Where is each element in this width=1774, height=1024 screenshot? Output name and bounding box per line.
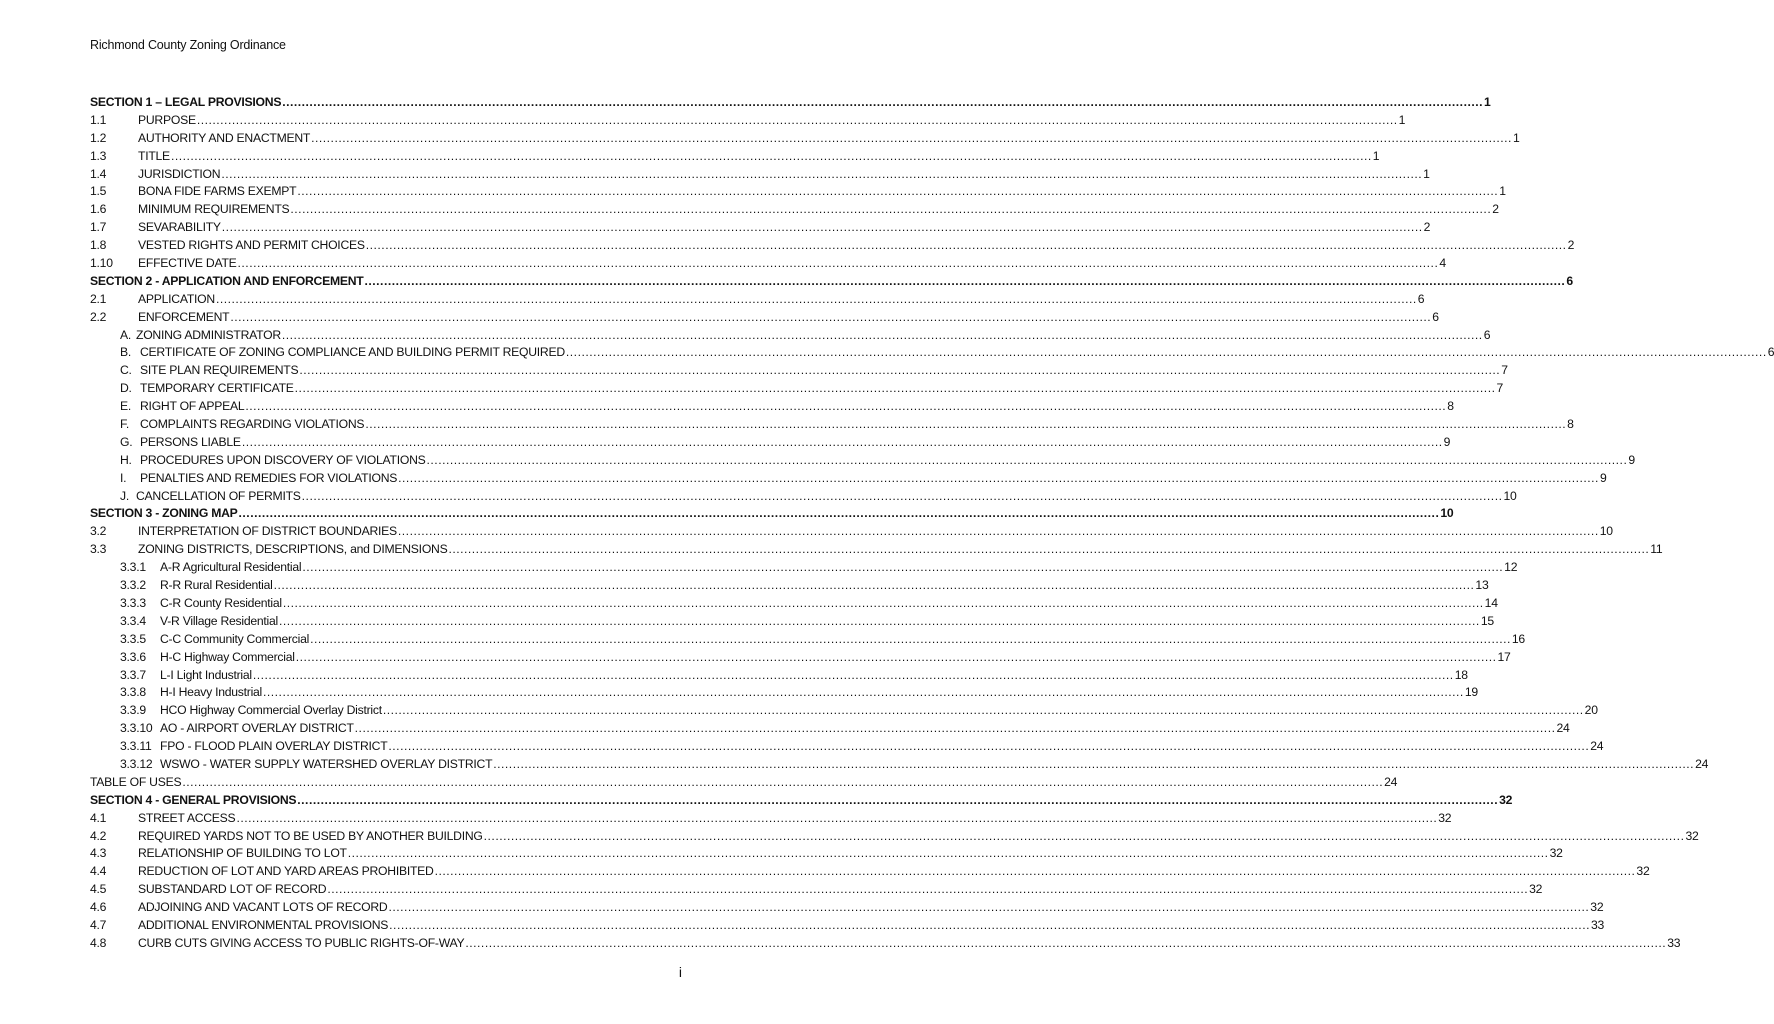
- toc-entry-number: 1.8: [90, 238, 107, 253]
- toc-entry-title: HCO Highway Commercial Overlay District: [160, 703, 382, 718]
- toc-entry: [90, 523, 1613, 541]
- toc-entry-number: 3.3.10: [120, 721, 153, 736]
- dot-leader: [230, 309, 1431, 327]
- toc-entry-number: G.: [120, 434, 133, 449]
- toc-entry-number: 4.1: [90, 810, 107, 825]
- dot-leader: [263, 684, 1464, 702]
- toc-entry-page: 2: [1567, 238, 1575, 253]
- dot-leader: [427, 452, 1628, 470]
- toc-entry-title: ADDITIONAL ENVIRONMENTAL PROVISIONS: [138, 917, 389, 932]
- toc-entry-page: 1: [1484, 95, 1491, 109]
- dot-leader: [435, 863, 1636, 881]
- toc-entry-number: 3.3.4: [120, 613, 146, 628]
- toc-entry-title: INTERPRETATION OF DISTRICT BOUNDARIES: [138, 524, 397, 539]
- dot-leader: [182, 774, 1383, 792]
- toc-entry-title: ZONING DISTRICTS, DESCRIPTIONS, and DIMENSIONS: [138, 542, 448, 557]
- dot-leader: [238, 255, 1439, 273]
- dot-leader: [448, 541, 1649, 559]
- toc-entry-title: ADJOINING AND VACANT LOTS OF RECORD: [138, 900, 388, 915]
- toc-entry-title: CERTIFICATE OF ZONING COMPLIANCE AND BUILDING PERMIT REQUIRED: [140, 345, 565, 360]
- toc-entry: [90, 309, 1439, 327]
- toc-entry-number: 3.3.12: [120, 756, 153, 771]
- toc-entry-page: 6: [1767, 345, 1774, 360]
- toc-entry-number: 2.1: [90, 291, 107, 306]
- toc-entry-title: EFFECTIVE DATE: [138, 256, 237, 271]
- toc-entry-title: AUTHORITY AND ENACTMENT: [138, 130, 311, 145]
- toc-entry-title: C-C Community Commercial: [160, 631, 310, 646]
- toc-entry-title: VESTED RIGHTS AND PERMIT CHOICES: [138, 238, 365, 253]
- toc-entry-title: JURISDICTION: [138, 166, 221, 181]
- toc-entry-page: 2: [1492, 202, 1499, 217]
- toc-entry: [90, 273, 1573, 291]
- toc-entry-title: TEMPORARY CERTIFICATE: [140, 381, 294, 396]
- toc-entry-page: 2: [1423, 220, 1431, 235]
- toc-entry-page: 32: [1438, 810, 1452, 825]
- toc-entry-page: 6: [1432, 309, 1439, 324]
- toc-entry: [90, 362, 1508, 380]
- dot-leader: [327, 881, 1528, 899]
- toc-entry-title: C-R County Residential: [160, 595, 282, 610]
- toc-entry: [90, 702, 1598, 720]
- dot-leader: [295, 380, 1496, 398]
- toc-entry-title: SECTION 4 - GENERAL PROVISIONS: [90, 792, 297, 807]
- toc-entry-page: 6: [1417, 291, 1425, 306]
- toc-entry-title: WSWO - WATER SUPPLY WATERSHED OVERLAY DISTRICT: [160, 756, 493, 771]
- toc-entry-title: COMPLAINTS REGARDING VIOLATIONS: [140, 417, 365, 432]
- toc-entry: [90, 828, 1699, 846]
- toc-entry-number: 4.8: [90, 935, 107, 950]
- toc-entry-page: 32: [1499, 792, 1513, 807]
- toc-entry: [90, 505, 1454, 523]
- dot-leader: [282, 327, 1483, 345]
- toc-entry-page: 1: [1499, 184, 1506, 199]
- toc-entry: [90, 201, 1499, 219]
- toc-entry-number: 3.3.3: [120, 595, 146, 610]
- toc-entry-page: 9: [1599, 470, 1607, 485]
- toc-entry: [90, 577, 1489, 595]
- table-of-contents: [90, 94, 1774, 953]
- toc-entry-page: 33: [1667, 935, 1681, 950]
- dot-leader: [222, 219, 1423, 237]
- toc-entry-title: RELATIONSHIP OF BUILDING TO LOT: [138, 846, 347, 861]
- toc-entry: [90, 684, 1478, 702]
- toc-entry-number: 3.2: [90, 524, 107, 539]
- toc-entry: [90, 935, 1681, 953]
- toc-entry: [90, 595, 1498, 613]
- dot-leader: [221, 166, 1422, 184]
- toc-entry-number: C.: [120, 363, 132, 378]
- dot-leader: [296, 649, 1497, 667]
- toc-entry-number: 3.3.5: [120, 631, 146, 646]
- toc-entry-title: V-R Village Residential: [160, 613, 278, 628]
- toc-entry-title: AO - AIRPORT OVERLAY DISTRICT: [160, 721, 354, 736]
- toc-entry: [90, 613, 1494, 631]
- dot-leader: [279, 613, 1480, 631]
- toc-entry-page: 13: [1475, 578, 1489, 593]
- toc-entry: [90, 917, 1605, 935]
- toc-entry-page: 7: [1496, 381, 1504, 396]
- toc-entry-page: 9: [1443, 434, 1451, 449]
- toc-entry-title: PURPOSE: [138, 112, 196, 127]
- dot-leader: [239, 505, 1440, 523]
- dot-leader: [493, 756, 1694, 774]
- dot-leader: [365, 416, 1566, 434]
- toc-entry-number: 4.3: [90, 846, 107, 861]
- toc-entry: [90, 398, 1454, 416]
- dot-leader: [253, 667, 1454, 685]
- toc-entry: [90, 810, 1452, 828]
- toc-entry-page: 32: [1549, 846, 1563, 861]
- toc-entry-title: FPO - FLOOD PLAIN OVERLAY DISTRICT: [160, 739, 388, 754]
- toc-entry-title: TITLE: [138, 148, 170, 163]
- toc-entry: [90, 881, 1543, 899]
- dot-leader: [245, 398, 1446, 416]
- toc-entry-number: 3.3.7: [120, 667, 146, 682]
- toc-entry-title: REQUIRED YARDS NOT TO BE USED BY ANOTHER BUILDING: [138, 828, 483, 843]
- toc-entry-page: 4: [1439, 256, 1446, 271]
- toc-entry-title: RIGHT OF APPEAL: [140, 399, 245, 414]
- toc-entry: [90, 541, 1663, 559]
- toc-entry: [90, 470, 1607, 488]
- toc-entry-title: ZONING ADMINISTRATOR: [136, 327, 281, 342]
- toc-entry: [90, 344, 1774, 362]
- toc-entry-title: STREET ACCESS: [138, 810, 236, 825]
- dot-leader: [465, 935, 1666, 953]
- toc-entry-page: 1: [1398, 112, 1406, 127]
- toc-entry-title: PENALTIES AND REMEDIES FOR VIOLATIONS: [140, 470, 398, 485]
- dot-leader: [566, 344, 1767, 362]
- toc-entry-page: 8: [1447, 399, 1454, 414]
- toc-entry-number: 1.6: [90, 202, 107, 217]
- toc-entry-number: H.: [120, 452, 132, 467]
- page-number: i: [678, 964, 682, 980]
- dot-leader: [236, 810, 1437, 828]
- toc-entry: [90, 845, 1563, 863]
- toc-entry: [90, 327, 1491, 345]
- dot-leader: [297, 183, 1498, 201]
- toc-entry: [90, 291, 1425, 309]
- toc-entry-number: 3.3.6: [120, 649, 146, 664]
- toc-entry-page: 9: [1628, 452, 1635, 467]
- toc-entry-number: 4.2: [90, 828, 107, 843]
- toc-entry-number: 1.3: [90, 148, 107, 163]
- toc-entry-page: 33: [1590, 917, 1605, 932]
- toc-entry-title: R-R Rural Residential: [160, 578, 273, 593]
- toc-entry-page: 8: [1567, 417, 1574, 432]
- dot-leader: [302, 488, 1503, 506]
- toc-entry-title: PERSONS LIABLE: [140, 434, 241, 449]
- toc-entry: [90, 738, 1604, 756]
- dot-leader: [365, 273, 1566, 291]
- dot-leader: [274, 577, 1475, 595]
- toc-entry-title: APPLICATION: [138, 291, 215, 306]
- toc-entry-page: 32: [1529, 882, 1543, 897]
- toc-entry-title: SECTION 1 – LEGAL PROVISIONS: [90, 95, 282, 109]
- toc-entry-title: CURB CUTS GIVING ACCESS TO PUBLIC RIGHTS-OF-WAY: [138, 935, 465, 950]
- running-header: Richmond County Zoning Ordinance: [90, 38, 286, 52]
- dot-leader: [283, 595, 1484, 613]
- dot-leader: [282, 94, 1483, 112]
- toc-entry: [90, 667, 1468, 685]
- toc-entry-page: 1: [1512, 130, 1520, 145]
- toc-entry: [90, 255, 1446, 273]
- toc-entry-page: 20: [1584, 703, 1598, 718]
- dot-leader: [484, 828, 1685, 846]
- toc-entry-title: L-I Light Industrial: [160, 667, 252, 682]
- toc-entry: [90, 631, 1525, 649]
- dot-leader: [398, 470, 1599, 488]
- dot-leader: [297, 792, 1498, 810]
- toc-entry: [90, 183, 1506, 201]
- toc-entry-number: 3.3.8: [120, 685, 146, 700]
- dot-leader: [388, 738, 1589, 756]
- toc-entry-title: BONA FIDE FARMS EXEMPT: [138, 184, 297, 199]
- toc-entry-page: 1: [1372, 148, 1380, 163]
- toc-entry-page: 32: [1636, 864, 1650, 879]
- toc-entry-title: A-R Agricultural Residential: [160, 560, 302, 575]
- toc-entry-number: 3.3.2: [120, 578, 146, 593]
- toc-entry: [90, 380, 1504, 398]
- toc-entry-page: 6: [1483, 327, 1491, 342]
- dot-leader: [388, 899, 1589, 917]
- dot-leader: [299, 362, 1500, 380]
- toc-entry-title: H-C Highway Commercial: [160, 649, 295, 664]
- toc-entry-page: 24: [1695, 756, 1709, 771]
- toc-entry-number: 1.4: [90, 166, 107, 181]
- toc-entry-number: F.: [120, 417, 129, 432]
- toc-entry-page: 16: [1511, 631, 1525, 646]
- toc-entry-title: MINIMUM REQUIREMENTS: [138, 202, 290, 217]
- toc-entry-page: 32: [1590, 900, 1604, 915]
- toc-entry-number: E.: [120, 399, 132, 414]
- toc-entry-title: TABLE OF USES: [90, 774, 182, 789]
- toc-entry-number: 3.3.11: [120, 739, 152, 754]
- toc-entry-page: 11: [1650, 542, 1663, 557]
- dot-leader: [383, 702, 1584, 720]
- toc-entry: [90, 774, 1398, 792]
- toc-entry-number: 1.10: [90, 256, 113, 271]
- toc-entry-page: 10: [1503, 488, 1517, 503]
- dot-leader: [366, 237, 1567, 255]
- toc-entry: [90, 792, 1513, 810]
- toc-entry-number: 4.6: [90, 900, 107, 915]
- toc-entry: [90, 434, 1451, 452]
- toc-entry: [90, 130, 1520, 148]
- toc-entry: [90, 148, 1380, 166]
- toc-entry-page: 1: [1423, 166, 1430, 181]
- toc-entry-number: 4.4: [90, 864, 107, 879]
- toc-entry-number: 1.7: [90, 220, 107, 235]
- dot-leader: [302, 559, 1503, 577]
- toc-entry: [90, 237, 1575, 255]
- toc-entry-title: SECTION 3 - ZONING MAP: [90, 506, 238, 521]
- toc-entry-title: SECTION 2 - APPLICATION AND ENFORCEMENT: [90, 273, 364, 288]
- toc-entry: [90, 488, 1517, 506]
- toc-entry-number: 4.7: [90, 917, 107, 932]
- toc-entry: [90, 649, 1511, 667]
- toc-entry-page: 10: [1599, 524, 1613, 539]
- toc-entry: [90, 756, 1709, 774]
- dot-leader: [197, 112, 1398, 130]
- toc-entry: [90, 720, 1570, 738]
- dot-leader: [310, 631, 1511, 649]
- toc-entry-page: 32: [1685, 828, 1699, 843]
- toc-entry-page: 19: [1464, 685, 1478, 700]
- toc-entry-page: 14: [1484, 595, 1498, 610]
- toc-entry-page: 10: [1440, 506, 1454, 521]
- toc-entry-page: 24: [1384, 774, 1398, 789]
- toc-entry-number: B.: [120, 345, 132, 360]
- toc-entry: [90, 899, 1604, 917]
- toc-entry-number: 1.1: [90, 112, 107, 127]
- toc-entry-title: SUBSTANDARD LOT OF RECORD: [138, 882, 327, 897]
- toc-entry-page: 7: [1501, 363, 1508, 378]
- toc-entry-title: SEVARABILITY: [138, 220, 221, 235]
- toc-entry-title: CANCELLATION OF PERMITS: [136, 488, 301, 503]
- toc-entry-number: D.: [120, 381, 132, 396]
- dot-leader: [398, 523, 1599, 541]
- toc-entry-number: 3.3: [90, 542, 107, 557]
- toc-entry: [90, 94, 1491, 112]
- toc-entry-page: 12: [1504, 560, 1518, 575]
- toc-entry: [90, 863, 1650, 881]
- toc-entry-title: SITE PLAN REQUIREMENTS: [140, 363, 299, 378]
- toc-entry-number: I.: [120, 470, 127, 485]
- toc-entry-page: 6: [1566, 273, 1573, 288]
- toc-entry: [90, 559, 1518, 577]
- toc-entry-page: 15: [1480, 613, 1494, 628]
- dot-leader: [216, 291, 1417, 309]
- dot-leader: [355, 720, 1556, 738]
- toc-entry-number: 3.3.1: [120, 560, 146, 575]
- toc-entry: [90, 452, 1635, 470]
- toc-entry-number: 3.3.9: [120, 703, 146, 718]
- toc-entry-title: H-I Heavy Industrial: [160, 685, 263, 700]
- toc-entry-page: 17: [1497, 649, 1511, 664]
- toc-entry-title: REDUCTION OF LOT AND YARD AREAS PROHIBITED: [138, 864, 434, 879]
- toc-entry-number: 1.2: [90, 130, 107, 145]
- toc-entry: [90, 166, 1430, 184]
- toc-entry-page: 18: [1454, 667, 1468, 682]
- dot-leader: [171, 148, 1372, 166]
- toc-entry: [90, 416, 1574, 434]
- dot-leader: [389, 917, 1590, 935]
- toc-entry-number: 1.5: [90, 184, 107, 199]
- toc-entry-title: ENFORCEMENT: [138, 309, 230, 324]
- toc-entry: [90, 219, 1431, 237]
- toc-entry: [90, 112, 1406, 130]
- toc-entry-number: A.: [120, 327, 132, 342]
- toc-entry-title: PROCEDURES UPON DISCOVERY OF VIOLATIONS: [140, 452, 426, 467]
- toc-entry-number: 4.5: [90, 882, 107, 897]
- dot-leader: [311, 130, 1512, 148]
- toc-entry-number: 2.2: [90, 309, 107, 324]
- dot-leader: [290, 201, 1491, 219]
- dot-leader: [348, 845, 1549, 863]
- toc-entry-number: J.: [120, 488, 129, 503]
- toc-entry-page: 24: [1556, 721, 1570, 736]
- toc-entry-page: 24: [1590, 739, 1604, 754]
- dot-leader: [242, 434, 1443, 452]
